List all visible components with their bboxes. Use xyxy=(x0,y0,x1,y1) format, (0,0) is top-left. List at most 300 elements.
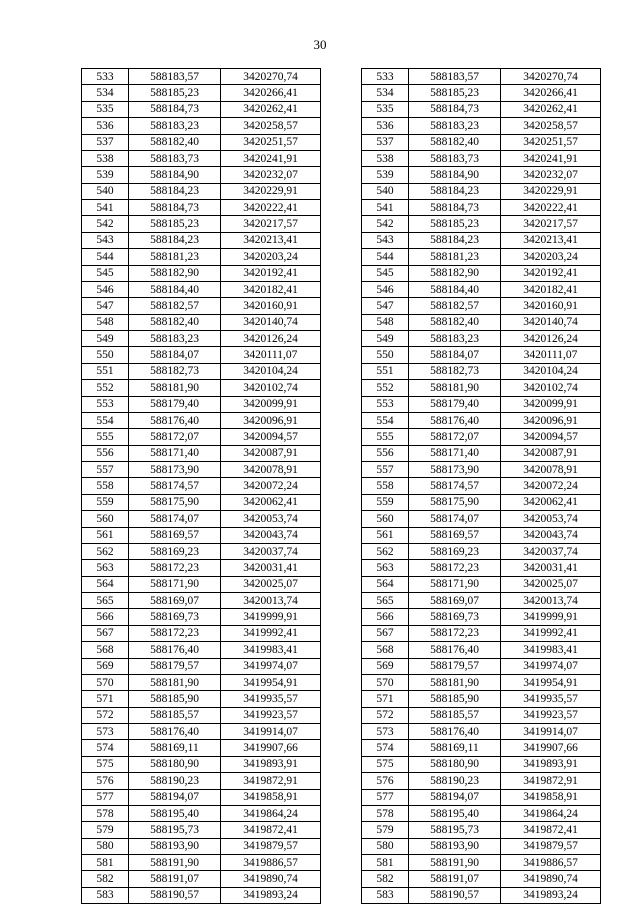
right-point-number-cell: 576 xyxy=(362,773,409,789)
left-y-coordinate-cell: 3420126,24 xyxy=(221,331,321,347)
right-y-coordinate-cell: 3419864,24 xyxy=(501,805,601,821)
table-row xyxy=(82,412,601,428)
table-row xyxy=(82,347,601,363)
left-point-number-cell: 538 xyxy=(82,150,129,166)
column-gap xyxy=(321,642,362,658)
table-row xyxy=(82,789,601,805)
right-x-coordinate-cell: 588183,73 xyxy=(409,150,501,166)
right-point-number-cell: 542 xyxy=(362,216,409,232)
left-y-coordinate-cell: 3420203,24 xyxy=(221,249,321,265)
left-point-number-cell: 575 xyxy=(82,756,129,772)
right-y-coordinate-cell: 3420037,74 xyxy=(501,543,601,559)
right-x-coordinate-cell: 588173,90 xyxy=(409,462,501,478)
right-x-coordinate-cell: 588194,07 xyxy=(409,789,501,805)
left-x-coordinate-cell: 588172,07 xyxy=(129,429,221,445)
left-y-coordinate-cell: 3419858,91 xyxy=(221,789,321,805)
left-y-coordinate-cell: 3419893,24 xyxy=(221,887,321,903)
table-row xyxy=(82,707,601,723)
left-y-coordinate-cell: 3420099,91 xyxy=(221,396,321,412)
table-row xyxy=(82,380,601,396)
left-point-number-cell: 577 xyxy=(82,789,129,805)
table-row xyxy=(82,150,601,166)
right-x-coordinate-cell: 588182,90 xyxy=(409,265,501,281)
column-gap xyxy=(321,887,362,903)
right-x-coordinate-cell: 588184,23 xyxy=(409,183,501,199)
left-y-coordinate-cell: 3420160,91 xyxy=(221,298,321,314)
left-y-coordinate-cell: 3419907,66 xyxy=(221,740,321,756)
left-point-number-cell: 579 xyxy=(82,822,129,838)
right-x-coordinate-cell: 588169,07 xyxy=(409,593,501,609)
left-point-number-cell: 567 xyxy=(82,625,129,641)
right-point-number-cell: 581 xyxy=(362,855,409,871)
right-y-coordinate-cell: 3420160,91 xyxy=(501,298,601,314)
right-y-coordinate-cell: 3420111,07 xyxy=(501,347,601,363)
right-y-coordinate-cell: 3419954,91 xyxy=(501,674,601,690)
table-row xyxy=(82,265,601,281)
column-gap xyxy=(321,478,362,494)
right-x-coordinate-cell: 588179,40 xyxy=(409,396,501,412)
left-point-number-cell: 570 xyxy=(82,674,129,690)
left-x-coordinate-cell: 588184,40 xyxy=(129,281,221,297)
right-x-coordinate-cell: 588191,90 xyxy=(409,855,501,871)
left-point-number-cell: 549 xyxy=(82,331,129,347)
left-y-coordinate-cell: 3420232,07 xyxy=(221,167,321,183)
right-y-coordinate-cell: 3420203,24 xyxy=(501,249,601,265)
left-point-number-cell: 539 xyxy=(82,167,129,183)
left-point-number-cell: 562 xyxy=(82,543,129,559)
left-y-coordinate-cell: 3420140,74 xyxy=(221,314,321,330)
right-point-number-cell: 536 xyxy=(362,118,409,134)
right-point-number-cell: 559 xyxy=(362,494,409,510)
right-x-coordinate-cell: 588171,90 xyxy=(409,576,501,592)
left-x-coordinate-cell: 588185,90 xyxy=(129,691,221,707)
right-point-number-cell: 533 xyxy=(362,69,409,85)
right-y-coordinate-cell: 3420072,24 xyxy=(501,478,601,494)
right-point-number-cell: 547 xyxy=(362,298,409,314)
left-x-coordinate-cell: 588179,57 xyxy=(129,658,221,674)
left-x-coordinate-cell: 588173,90 xyxy=(129,462,221,478)
left-point-number-cell: 554 xyxy=(82,412,129,428)
column-gap xyxy=(321,855,362,871)
left-y-coordinate-cell: 3420037,74 xyxy=(221,543,321,559)
left-y-coordinate-cell: 3419954,91 xyxy=(221,674,321,690)
right-point-number-cell: 544 xyxy=(362,249,409,265)
right-point-number-cell: 568 xyxy=(362,642,409,658)
right-x-coordinate-cell: 588193,90 xyxy=(409,838,501,854)
right-x-coordinate-cell: 588184,07 xyxy=(409,347,501,363)
right-y-coordinate-cell: 3419893,24 xyxy=(501,887,601,903)
right-x-coordinate-cell: 588184,73 xyxy=(409,101,501,117)
right-x-coordinate-cell: 588184,40 xyxy=(409,281,501,297)
left-point-number-cell: 543 xyxy=(82,232,129,248)
table-row xyxy=(82,560,601,576)
left-x-coordinate-cell: 588171,90 xyxy=(129,576,221,592)
left-point-number-cell: 557 xyxy=(82,462,129,478)
right-x-coordinate-cell: 588182,40 xyxy=(409,314,501,330)
left-y-coordinate-cell: 3419923,57 xyxy=(221,707,321,723)
left-y-coordinate-cell: 3419983,41 xyxy=(221,642,321,658)
left-x-coordinate-cell: 588181,90 xyxy=(129,380,221,396)
right-y-coordinate-cell: 3420013,74 xyxy=(501,593,601,609)
right-x-coordinate-cell: 588190,57 xyxy=(409,887,501,903)
left-x-coordinate-cell: 588184,23 xyxy=(129,232,221,248)
table-row xyxy=(82,216,601,232)
table-row xyxy=(82,85,601,101)
right-y-coordinate-cell: 3420078,91 xyxy=(501,462,601,478)
left-point-number-cell: 556 xyxy=(82,445,129,461)
left-point-number-cell: 559 xyxy=(82,494,129,510)
left-y-coordinate-cell: 3420192,41 xyxy=(221,265,321,281)
left-y-coordinate-cell: 3420241,91 xyxy=(221,150,321,166)
right-y-coordinate-cell: 3420096,91 xyxy=(501,412,601,428)
left-x-coordinate-cell: 588195,73 xyxy=(129,822,221,838)
table-row xyxy=(82,674,601,690)
left-x-coordinate-cell: 588171,40 xyxy=(129,445,221,461)
left-y-coordinate-cell: 3420096,91 xyxy=(221,412,321,428)
right-x-coordinate-cell: 588174,07 xyxy=(409,511,501,527)
right-y-coordinate-cell: 3419872,41 xyxy=(501,822,601,838)
column-gap xyxy=(321,265,362,281)
column-gap xyxy=(321,281,362,297)
column-gap xyxy=(321,167,362,183)
column-gap xyxy=(321,609,362,625)
right-point-number-cell: 538 xyxy=(362,150,409,166)
column-gap xyxy=(321,69,362,85)
left-point-number-cell: 536 xyxy=(82,118,129,134)
right-x-coordinate-cell: 588175,90 xyxy=(409,494,501,510)
left-x-coordinate-cell: 588179,40 xyxy=(129,396,221,412)
right-point-number-cell: 550 xyxy=(362,347,409,363)
column-gap xyxy=(321,412,362,428)
left-y-coordinate-cell: 3419893,91 xyxy=(221,756,321,772)
right-y-coordinate-cell: 3420182,41 xyxy=(501,281,601,297)
right-point-number-cell: 574 xyxy=(362,740,409,756)
table-row xyxy=(82,281,601,297)
right-x-coordinate-cell: 588169,57 xyxy=(409,527,501,543)
right-point-number-cell: 561 xyxy=(362,527,409,543)
left-x-coordinate-cell: 588185,23 xyxy=(129,85,221,101)
table-row xyxy=(82,494,601,510)
right-y-coordinate-cell: 3419923,57 xyxy=(501,707,601,723)
right-point-number-cell: 553 xyxy=(362,396,409,412)
table-row xyxy=(82,838,601,854)
left-y-coordinate-cell: 3419992,41 xyxy=(221,625,321,641)
column-gap xyxy=(321,216,362,232)
column-gap xyxy=(321,805,362,821)
right-point-number-cell: 558 xyxy=(362,478,409,494)
right-y-coordinate-cell: 3420229,91 xyxy=(501,183,601,199)
column-gap xyxy=(321,625,362,641)
left-x-coordinate-cell: 588174,07 xyxy=(129,511,221,527)
left-x-coordinate-cell: 588174,57 xyxy=(129,478,221,494)
right-y-coordinate-cell: 3419858,91 xyxy=(501,789,601,805)
column-gap xyxy=(321,232,362,248)
left-y-coordinate-cell: 3420251,57 xyxy=(221,134,321,150)
left-y-coordinate-cell: 3420102,74 xyxy=(221,380,321,396)
right-y-coordinate-cell: 3420258,57 xyxy=(501,118,601,134)
right-y-coordinate-cell: 3419893,91 xyxy=(501,756,601,772)
right-x-coordinate-cell: 588195,73 xyxy=(409,822,501,838)
right-y-coordinate-cell: 3420025,07 xyxy=(501,576,601,592)
right-x-coordinate-cell: 588183,57 xyxy=(409,69,501,85)
table-row xyxy=(82,642,601,658)
left-x-coordinate-cell: 588176,40 xyxy=(129,724,221,740)
left-point-number-cell: 573 xyxy=(82,724,129,740)
left-y-coordinate-cell: 3420062,41 xyxy=(221,494,321,510)
right-point-number-cell: 541 xyxy=(362,200,409,216)
column-gap xyxy=(321,118,362,134)
right-y-coordinate-cell: 3420262,41 xyxy=(501,101,601,117)
column-gap xyxy=(321,576,362,592)
column-gap xyxy=(321,462,362,478)
column-gap xyxy=(321,183,362,199)
left-x-coordinate-cell: 588169,23 xyxy=(129,543,221,559)
right-y-coordinate-cell: 3420099,91 xyxy=(501,396,601,412)
table-row xyxy=(82,298,601,314)
right-point-number-cell: 543 xyxy=(362,232,409,248)
right-y-coordinate-cell: 3419890,74 xyxy=(501,871,601,887)
left-y-coordinate-cell: 3420072,24 xyxy=(221,478,321,494)
right-x-coordinate-cell: 588172,23 xyxy=(409,625,501,641)
left-x-coordinate-cell: 588172,23 xyxy=(129,625,221,641)
table-row xyxy=(82,232,601,248)
left-point-number-cell: 571 xyxy=(82,691,129,707)
column-gap xyxy=(321,560,362,576)
left-y-coordinate-cell: 3420025,07 xyxy=(221,576,321,592)
table-row xyxy=(82,609,601,625)
table-row xyxy=(82,396,601,412)
right-point-number-cell: 571 xyxy=(362,691,409,707)
left-x-coordinate-cell: 588185,23 xyxy=(129,216,221,232)
column-gap xyxy=(321,511,362,527)
table-row xyxy=(82,543,601,559)
table-row xyxy=(82,822,601,838)
column-gap xyxy=(321,150,362,166)
left-point-number-cell: 560 xyxy=(82,511,129,527)
right-x-coordinate-cell: 588172,23 xyxy=(409,560,501,576)
left-y-coordinate-cell: 3419935,57 xyxy=(221,691,321,707)
table-row xyxy=(82,445,601,461)
right-x-coordinate-cell: 588184,73 xyxy=(409,200,501,216)
right-x-coordinate-cell: 588185,23 xyxy=(409,85,501,101)
left-x-coordinate-cell: 588169,11 xyxy=(129,740,221,756)
right-point-number-cell: 539 xyxy=(362,167,409,183)
right-point-number-cell: 540 xyxy=(362,183,409,199)
table-row xyxy=(82,805,601,821)
table-row xyxy=(82,363,601,379)
left-point-number-cell: 535 xyxy=(82,101,129,117)
table-row xyxy=(82,101,601,117)
left-y-coordinate-cell: 3420104,24 xyxy=(221,363,321,379)
right-y-coordinate-cell: 3419992,41 xyxy=(501,625,601,641)
right-x-coordinate-cell: 588169,73 xyxy=(409,609,501,625)
right-point-number-cell: 537 xyxy=(362,134,409,150)
table-row xyxy=(82,691,601,707)
right-x-coordinate-cell: 588185,23 xyxy=(409,216,501,232)
right-point-number-cell: 551 xyxy=(362,363,409,379)
right-point-number-cell: 577 xyxy=(362,789,409,805)
table-row xyxy=(82,462,601,478)
left-point-number-cell: 574 xyxy=(82,740,129,756)
left-x-coordinate-cell: 588191,07 xyxy=(129,871,221,887)
right-x-coordinate-cell: 588182,40 xyxy=(409,134,501,150)
left-y-coordinate-cell: 3419886,57 xyxy=(221,855,321,871)
column-gap xyxy=(321,658,362,674)
table-row xyxy=(82,314,601,330)
left-x-coordinate-cell: 588181,23 xyxy=(129,249,221,265)
right-point-number-cell: 583 xyxy=(362,887,409,903)
table-row xyxy=(82,658,601,674)
right-y-coordinate-cell: 3420053,74 xyxy=(501,511,601,527)
left-x-coordinate-cell: 588182,57 xyxy=(129,298,221,314)
right-point-number-cell: 579 xyxy=(362,822,409,838)
left-point-number-cell: 533 xyxy=(82,69,129,85)
right-y-coordinate-cell: 3420266,41 xyxy=(501,85,601,101)
left-y-coordinate-cell: 3419890,74 xyxy=(221,871,321,887)
left-y-coordinate-cell: 3420031,41 xyxy=(221,560,321,576)
right-x-coordinate-cell: 588174,57 xyxy=(409,478,501,494)
right-y-coordinate-cell: 3420031,41 xyxy=(501,560,601,576)
left-point-number-cell: 544 xyxy=(82,249,129,265)
right-point-number-cell: 578 xyxy=(362,805,409,821)
left-y-coordinate-cell: 3420043,74 xyxy=(221,527,321,543)
column-gap xyxy=(321,822,362,838)
right-point-number-cell: 552 xyxy=(362,380,409,396)
right-point-number-cell: 548 xyxy=(362,314,409,330)
right-x-coordinate-cell: 588195,40 xyxy=(409,805,501,821)
left-x-coordinate-cell: 588172,23 xyxy=(129,560,221,576)
column-gap xyxy=(321,707,362,723)
left-y-coordinate-cell: 3420222,41 xyxy=(221,200,321,216)
left-x-coordinate-cell: 588191,90 xyxy=(129,855,221,871)
table-row xyxy=(82,69,601,85)
table-row xyxy=(82,478,601,494)
left-point-number-cell: 552 xyxy=(82,380,129,396)
right-y-coordinate-cell: 3419999,91 xyxy=(501,609,601,625)
right-y-coordinate-cell: 3419935,57 xyxy=(501,691,601,707)
right-x-coordinate-cell: 588184,23 xyxy=(409,232,501,248)
right-x-coordinate-cell: 588182,73 xyxy=(409,363,501,379)
table-row xyxy=(82,773,601,789)
column-gap xyxy=(321,134,362,150)
right-x-coordinate-cell: 588183,23 xyxy=(409,118,501,134)
left-y-coordinate-cell: 3419999,91 xyxy=(221,609,321,625)
left-y-coordinate-cell: 3420270,74 xyxy=(221,69,321,85)
table-row xyxy=(82,183,601,199)
left-x-coordinate-cell: 588182,40 xyxy=(129,314,221,330)
left-x-coordinate-cell: 588184,90 xyxy=(129,167,221,183)
left-point-number-cell: 550 xyxy=(82,347,129,363)
right-point-number-cell: 562 xyxy=(362,543,409,559)
right-y-coordinate-cell: 3419974,07 xyxy=(501,658,601,674)
left-y-coordinate-cell: 3420258,57 xyxy=(221,118,321,134)
right-y-coordinate-cell: 3419879,57 xyxy=(501,838,601,854)
table-row xyxy=(82,724,601,740)
table-row xyxy=(82,249,601,265)
left-x-coordinate-cell: 588169,57 xyxy=(129,527,221,543)
column-gap xyxy=(321,691,362,707)
table-row xyxy=(82,134,601,150)
right-y-coordinate-cell: 3420104,24 xyxy=(501,363,601,379)
left-point-number-cell: 553 xyxy=(82,396,129,412)
table-row xyxy=(82,887,601,903)
right-point-number-cell: 565 xyxy=(362,593,409,609)
left-y-coordinate-cell: 3420229,91 xyxy=(221,183,321,199)
column-gap xyxy=(321,445,362,461)
column-gap xyxy=(321,593,362,609)
left-point-number-cell: 548 xyxy=(82,314,129,330)
table-row xyxy=(82,527,601,543)
right-y-coordinate-cell: 3420241,91 xyxy=(501,150,601,166)
right-y-coordinate-cell: 3420222,41 xyxy=(501,200,601,216)
right-x-coordinate-cell: 588179,57 xyxy=(409,658,501,674)
page-number: 30 xyxy=(313,37,327,52)
left-y-coordinate-cell: 3420053,74 xyxy=(221,511,321,527)
left-x-coordinate-cell: 588184,73 xyxy=(129,101,221,117)
left-x-coordinate-cell: 588185,57 xyxy=(129,707,221,723)
right-y-coordinate-cell: 3419983,41 xyxy=(501,642,601,658)
right-point-number-cell: 582 xyxy=(362,871,409,887)
right-point-number-cell: 566 xyxy=(362,609,409,625)
left-point-number-cell: 581 xyxy=(82,855,129,871)
right-y-coordinate-cell: 3419872,91 xyxy=(501,773,601,789)
column-gap xyxy=(321,674,362,690)
column-gap xyxy=(321,363,362,379)
right-y-coordinate-cell: 3420126,24 xyxy=(501,331,601,347)
column-gap xyxy=(321,494,362,510)
left-point-number-cell: 541 xyxy=(82,200,129,216)
right-y-coordinate-cell: 3420213,41 xyxy=(501,232,601,248)
left-x-coordinate-cell: 588181,90 xyxy=(129,674,221,690)
left-point-number-cell: 558 xyxy=(82,478,129,494)
right-point-number-cell: 564 xyxy=(362,576,409,592)
left-x-coordinate-cell: 588190,23 xyxy=(129,773,221,789)
left-point-number-cell: 561 xyxy=(82,527,129,543)
right-y-coordinate-cell: 3420140,74 xyxy=(501,314,601,330)
left-point-number-cell: 564 xyxy=(82,576,129,592)
left-point-number-cell: 555 xyxy=(82,429,129,445)
column-gap xyxy=(321,347,362,363)
left-x-coordinate-cell: 588183,23 xyxy=(129,118,221,134)
column-gap xyxy=(321,543,362,559)
left-point-number-cell: 576 xyxy=(82,773,129,789)
left-x-coordinate-cell: 588176,40 xyxy=(129,642,221,658)
column-gap xyxy=(321,380,362,396)
table-row xyxy=(82,756,601,772)
right-y-coordinate-cell: 3420251,57 xyxy=(501,134,601,150)
right-x-coordinate-cell: 588172,07 xyxy=(409,429,501,445)
right-y-coordinate-cell: 3420192,41 xyxy=(501,265,601,281)
column-gap xyxy=(321,200,362,216)
left-x-coordinate-cell: 588183,23 xyxy=(129,331,221,347)
right-point-number-cell: 570 xyxy=(362,674,409,690)
left-point-number-cell: 583 xyxy=(82,887,129,903)
right-point-number-cell: 557 xyxy=(362,462,409,478)
left-x-coordinate-cell: 588190,57 xyxy=(129,887,221,903)
left-x-coordinate-cell: 588169,07 xyxy=(129,593,221,609)
table-row xyxy=(82,118,601,134)
left-y-coordinate-cell: 3419864,24 xyxy=(221,805,321,821)
right-y-coordinate-cell: 3420232,07 xyxy=(501,167,601,183)
right-point-number-cell: 546 xyxy=(362,281,409,297)
right-y-coordinate-cell: 3420062,41 xyxy=(501,494,601,510)
right-y-coordinate-cell: 3419907,66 xyxy=(501,740,601,756)
right-point-number-cell: 569 xyxy=(362,658,409,674)
table-row xyxy=(82,167,601,183)
column-gap xyxy=(321,249,362,265)
table-row xyxy=(82,593,601,609)
coordinates-table xyxy=(81,68,601,904)
